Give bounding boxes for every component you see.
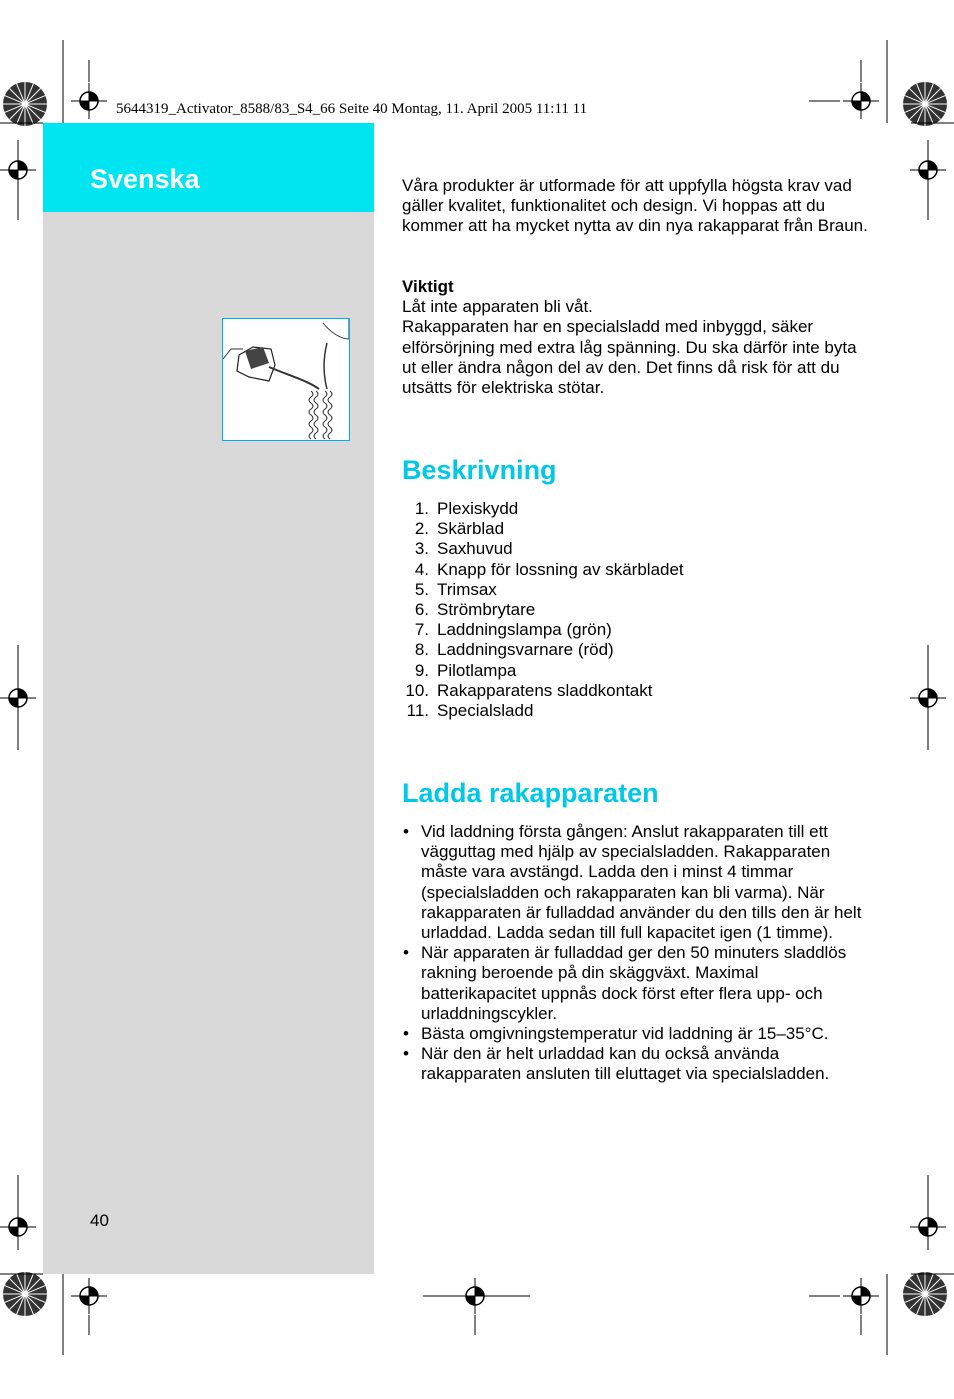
list-item <box>402 539 684 559</box>
intro-paragraph: Våra produkter är utformade för att uppfylla högsta krav vad gäller kvalitet, funktionalitet och design. Vi hoppas att du kommer att ha mycket nytta av din nya rakapparat från Braun. <box>402 176 868 236</box>
bullet: • <box>403 1044 409 1064</box>
charging-heading: Ladda rakapparaten <box>402 778 659 808</box>
item-number: 2. <box>414 519 429 539</box>
list-item <box>402 681 684 701</box>
list-item <box>402 701 684 721</box>
item-number: 6. <box>414 600 429 620</box>
important-line: Rakapparaten har en specialsladd med inbyggd, säker elförsörjning med extra låg spänning. Du ska därför inte byta ut eller ändra någon del av den. Det finns då risk för att du utsätts för elektriska stötar. <box>402 317 857 398</box>
description-heading: Beskrivning <box>402 455 557 485</box>
important-line: Låt inte apparaten bli våt. <box>402 297 593 317</box>
list-item <box>402 1044 862 1084</box>
page-number: 40 <box>90 1211 109 1230</box>
plug-illustration <box>222 318 350 441</box>
left-side-panel <box>43 123 374 1274</box>
language-title: Svenska <box>90 164 200 194</box>
list-item <box>402 943 862 1024</box>
item-text: Strömbrytare <box>437 600 536 620</box>
list-item <box>402 560 684 580</box>
item-number: 1. <box>414 499 429 518</box>
list-item <box>402 661 684 681</box>
item-text: Specialsladd <box>437 701 534 721</box>
bullet: • <box>403 1024 409 1044</box>
item-text: Trimsax <box>437 579 497 599</box>
important-heading: Viktigt <box>402 277 454 296</box>
item-text: Pilotlampa <box>437 660 517 680</box>
item-text: När den är helt urladdad kan du också använda rakapparaten ansluten till eluttaget via specialsladden. <box>421 1044 830 1084</box>
item-number: 11. <box>406 701 429 721</box>
bullet: • <box>403 822 409 841</box>
item-number: 4. <box>414 559 429 579</box>
item-number: 5. <box>414 579 429 599</box>
list-item <box>402 822 862 943</box>
item-text: När apparaten är fulladdad ger den 50 minuters sladdlös rakning beroende på din skäggväxt. Maximal batterikapacitet uppnås dock först efter flera upp- och urladdningscykler. <box>421 943 847 1023</box>
plug-drawing <box>223 319 349 440</box>
list-item <box>402 1024 862 1044</box>
item-text: Skärblad <box>437 519 505 539</box>
list-item <box>402 519 684 539</box>
list-item <box>402 620 684 640</box>
list-item <box>402 600 684 620</box>
item-number: 3. <box>414 539 429 559</box>
item-text: Laddningsvarnare (röd) <box>437 640 614 660</box>
item-text: Laddningslampa (grön) <box>437 620 612 640</box>
item-text: Vid laddning första gången: Anslut rakapparaten till ett vägguttag med hjälp av specialsladden. Rakapparaten måste vara avstängd. Ladda den i minst 4 timmar (specialsladden och rakapparaten kan bli varma). När rakapparaten är fulladdad använder du den tills den är helt urladdad. Ladda sedan till full kapacitet igen (1 timme). <box>421 822 862 943</box>
item-number: 9. <box>414 660 429 680</box>
bullet: • <box>403 943 409 963</box>
item-text: Rakapparatens sladdkontakt <box>437 680 653 700</box>
list-item <box>402 499 684 519</box>
parts-list <box>402 499 684 721</box>
item-text: Plexiskydd <box>437 499 519 518</box>
item-text: Bästa omgivningstemperatur vid laddning är 15–35°C. <box>421 1024 829 1044</box>
item-text: Knapp för lossning av skärbladet <box>437 559 684 579</box>
item-number: 7. <box>414 620 429 640</box>
item-number: 8. <box>414 640 429 660</box>
charging-list <box>402 822 862 1085</box>
print-header: 5644319_Activator_8588/83_S4_66 Seite 40 Montag, 11. April 2005 11:11 11 <box>116 101 588 117</box>
list-item <box>402 580 684 600</box>
list-item <box>402 640 684 660</box>
item-number: 10. <box>405 680 429 700</box>
important-section <box>402 277 872 398</box>
item-text: Saxhuvud <box>437 539 513 559</box>
